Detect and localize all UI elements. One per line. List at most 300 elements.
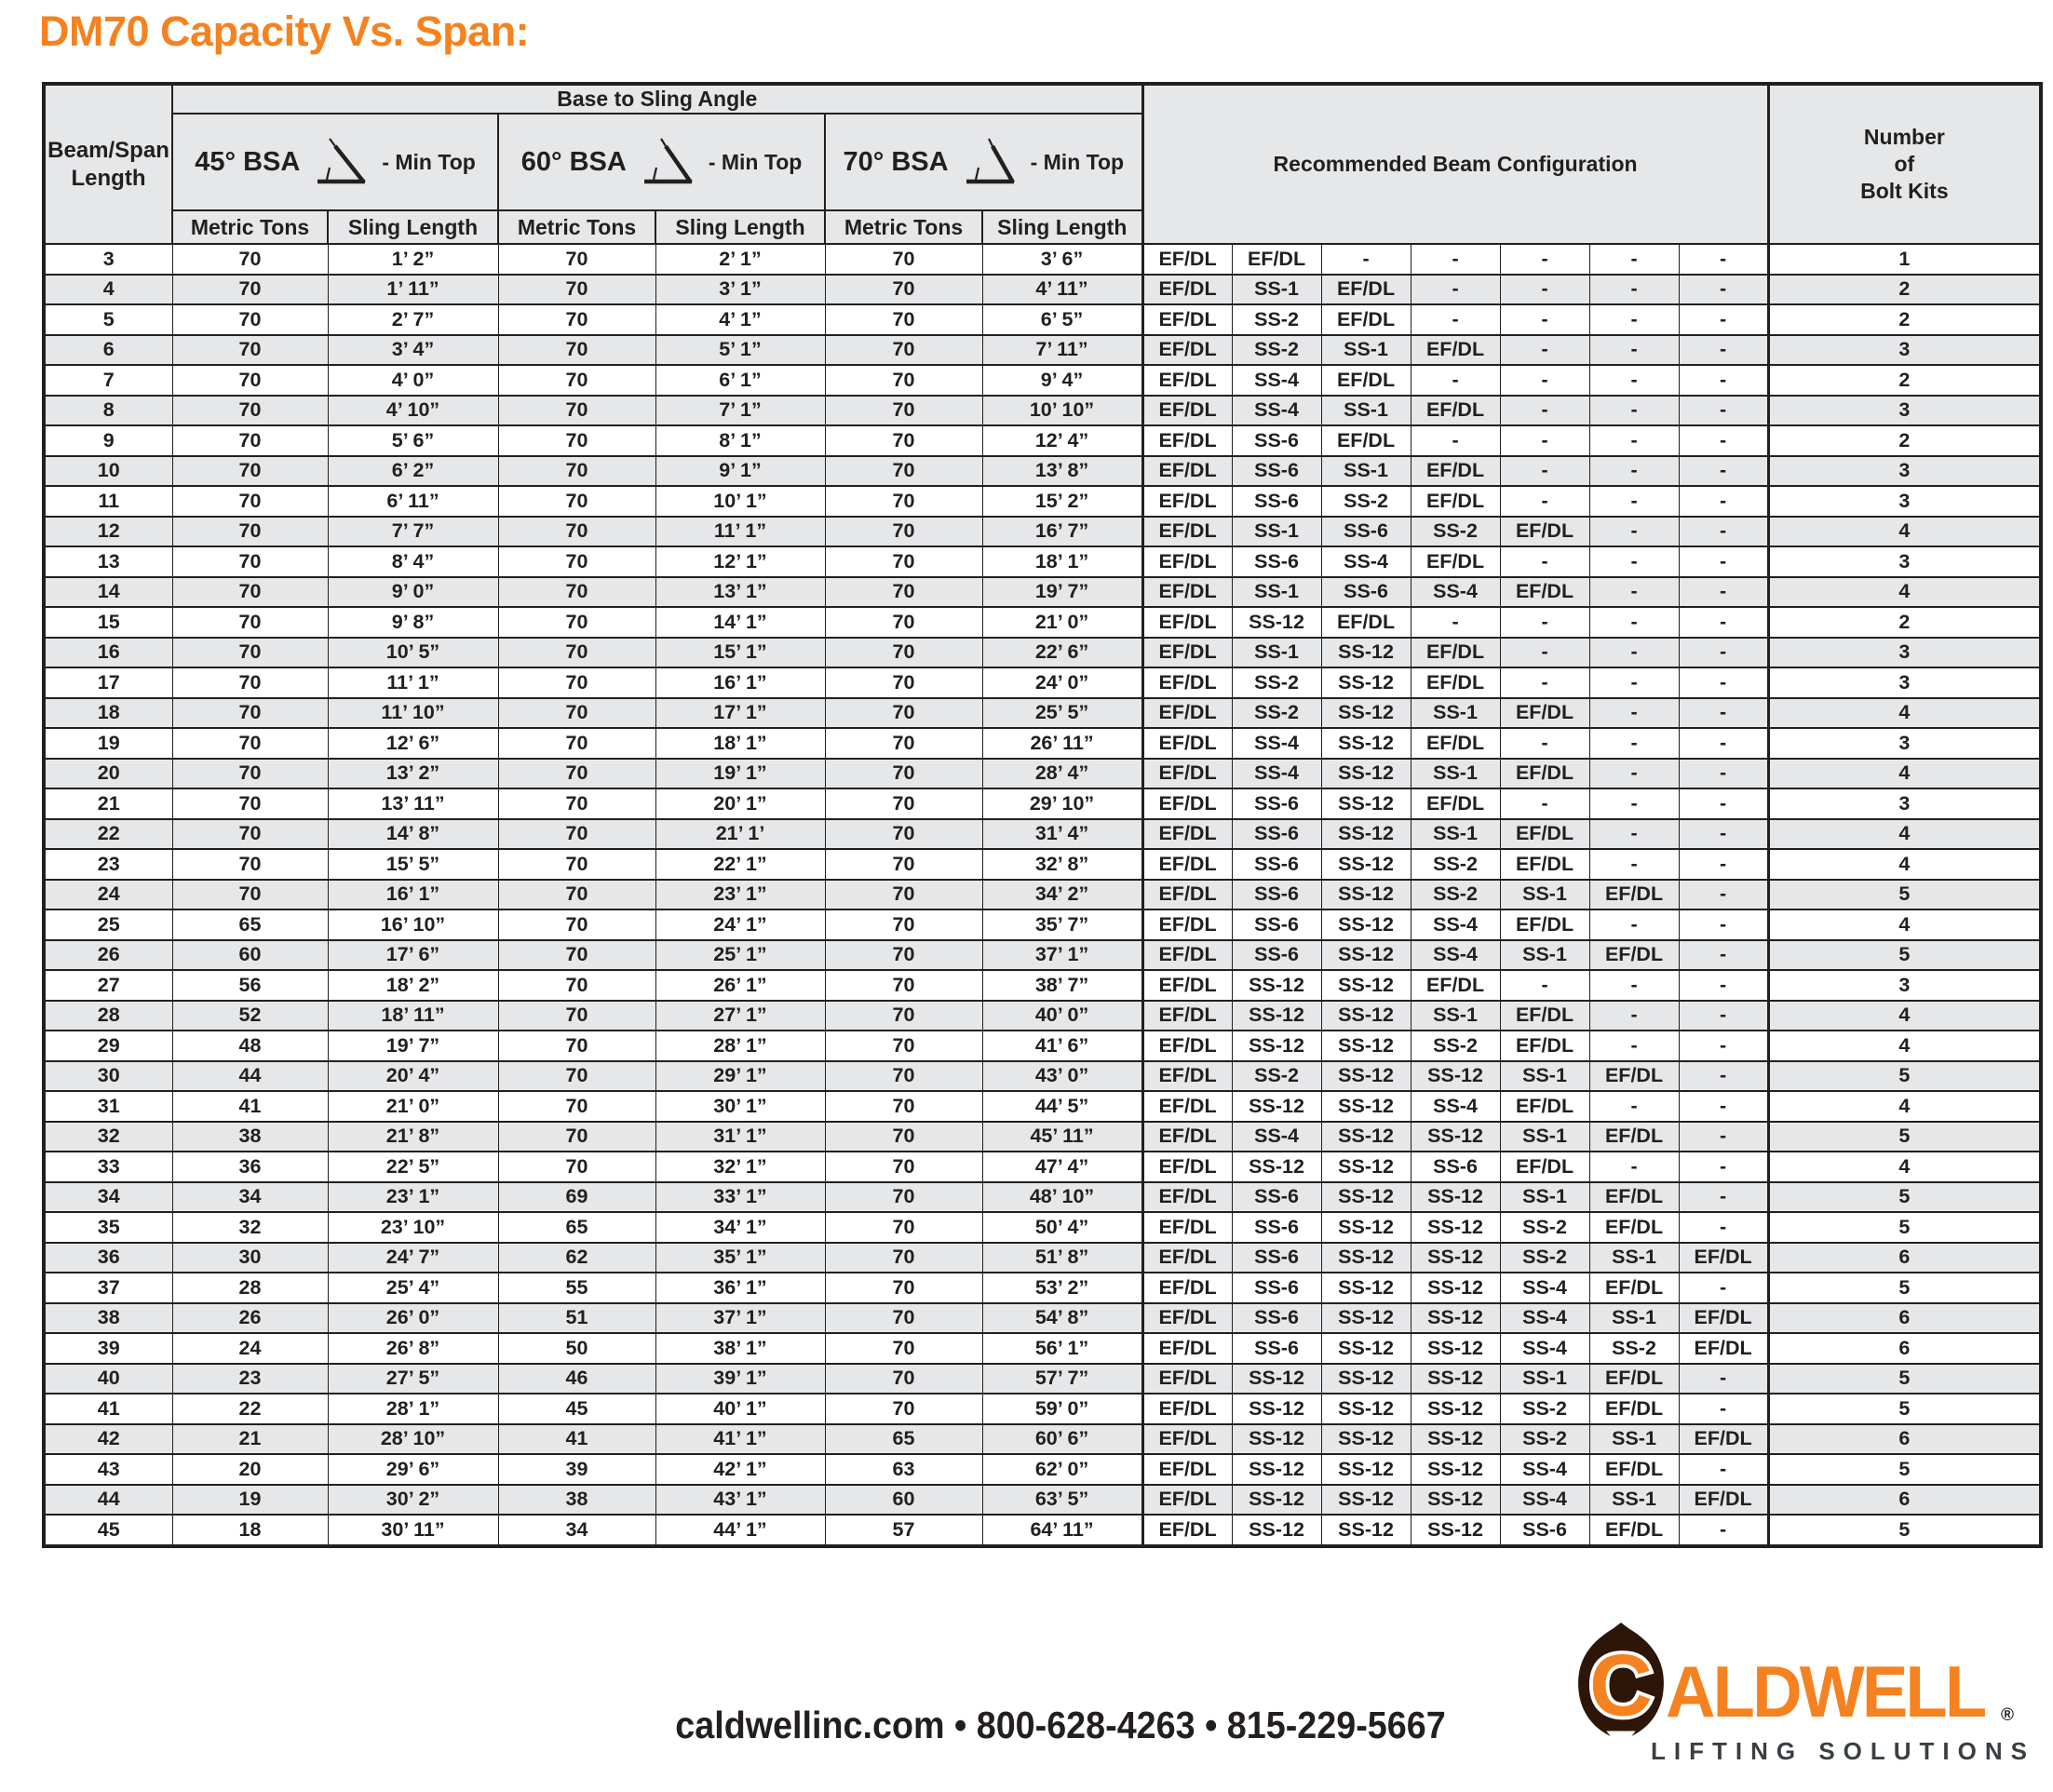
bolt-kits-cell: 2	[1768, 425, 2041, 456]
sling-length-70-cell: 44’ 5”	[982, 1091, 1142, 1122]
sling-length-60-cell: 2’ 1”	[655, 244, 825, 275]
beam-config-cell: -	[1589, 667, 1679, 698]
beam-span-length-cell: 32	[44, 1122, 172, 1152]
beam-config-cell: -	[1589, 1152, 1679, 1182]
beam-config-cell: SS-12	[1411, 1454, 1500, 1485]
metric-tons-45-cell: 19	[172, 1485, 328, 1516]
beam-config-cell: EF/DL	[1142, 1182, 1232, 1213]
table-row	[44, 1273, 2041, 1303]
header-group-45-bsa	[172, 114, 498, 210]
beam-config-cell: SS-12	[1321, 1001, 1411, 1031]
table-row	[44, 1485, 2041, 1516]
beam-span-length-cell: 13	[44, 546, 172, 577]
beam-config-cell: EF/DL	[1500, 1031, 1589, 1061]
beam-config-cell: SS-1	[1500, 880, 1589, 910]
beam-config-cell: SS-12	[1321, 819, 1411, 850]
beam-config-cell: -	[1589, 486, 1679, 517]
beam-config-cell: -	[1500, 425, 1589, 456]
beam-span-length-cell: 14	[44, 577, 172, 608]
sling-length-45-cell: 2’ 7”	[328, 304, 498, 335]
beam-config-cell: SS-1	[1500, 940, 1589, 971]
metric-tons-70-cell: 63	[825, 1454, 982, 1485]
bsa-45-suffix: - Min Top	[382, 149, 476, 174]
metric-tons-70-cell: 70	[825, 1273, 982, 1303]
beam-config-cell: -	[1589, 517, 1679, 547]
beam-config-cell: EF/DL	[1142, 1364, 1232, 1395]
sling-length-70-cell: 31’ 4”	[982, 819, 1142, 850]
beam-span-length-cell: 3	[44, 244, 172, 275]
bolt-kits-cell: 4	[1768, 759, 2041, 789]
beam-config-cell: EF/DL	[1142, 698, 1232, 729]
beam-config-cell: SS-6	[1232, 1243, 1321, 1273]
bsa-70-label: 70° BSA	[843, 146, 949, 177]
metric-tons-70-cell: 70	[825, 940, 982, 971]
sling-length-70-cell: 56’ 1”	[982, 1333, 1142, 1364]
beam-config-cell: EF/DL	[1142, 577, 1232, 608]
sling-length-60-cell: 30’ 1”	[655, 1091, 825, 1122]
beam-config-cell: -	[1679, 1364, 1768, 1395]
beam-config-cell: EF/DL	[1589, 1273, 1679, 1303]
beam-config-cell: -	[1589, 788, 1679, 819]
beam-config-cell: -	[1679, 456, 1768, 487]
beam-span-length-cell: 26	[44, 940, 172, 971]
metric-tons-60-cell: 70	[498, 728, 655, 759]
beam-config-cell: -	[1589, 970, 1679, 1001]
beam-config-cell: SS-12	[1321, 1152, 1411, 1182]
sling-length-60-cell: 10’ 1”	[655, 486, 825, 517]
beam-config-cell: SS-12	[1321, 940, 1411, 971]
beam-span-length-cell: 31	[44, 1091, 172, 1122]
beam-config-cell: -	[1500, 304, 1589, 335]
table-row	[44, 880, 2041, 910]
sling-length-45-cell: 19’ 7”	[328, 1031, 498, 1061]
metric-tons-70-cell: 70	[825, 880, 982, 910]
metric-tons-45-cell: 70	[172, 788, 328, 819]
beam-config-cell: EF/DL	[1500, 849, 1589, 880]
beam-config-cell: EF/DL	[1142, 425, 1232, 456]
beam-span-length-cell: 16	[44, 638, 172, 668]
page-title: DM70 Capacity Vs. Span:	[39, 7, 530, 55]
caldwell-logo-tagline: LIFTING SOLUTIONS	[1651, 1737, 2035, 1765]
metric-tons-45-cell: 44	[172, 1061, 328, 1092]
beam-config-cell: -	[1500, 244, 1589, 275]
beam-config-cell: SS-12	[1232, 1394, 1321, 1424]
beam-config-cell: SS-12	[1411, 1303, 1500, 1334]
beam-config-cell: -	[1679, 819, 1768, 850]
beam-config-cell: SS-1	[1589, 1303, 1679, 1334]
sling-length-70-cell: 41’ 6”	[982, 1031, 1142, 1061]
beam-config-cell: SS-6	[1411, 1152, 1500, 1182]
beam-config-cell: -	[1679, 244, 1768, 275]
beam-config-cell: EF/DL	[1142, 607, 1232, 638]
table-row	[44, 940, 2041, 971]
beam-config-cell: SS-12	[1232, 1091, 1321, 1122]
sling-length-45-cell: 11’ 1”	[328, 667, 498, 698]
sling-length-60-cell: 27’ 1”	[655, 1001, 825, 1031]
metric-tons-60-cell: 70	[498, 607, 655, 638]
sling-length-45-cell: 6’ 2”	[328, 456, 498, 487]
beam-config-cell: EF/DL	[1411, 667, 1500, 698]
bolt-kits-cell: 3	[1768, 546, 2041, 577]
sling-length-60-cell: 36’ 1”	[655, 1273, 825, 1303]
header-sling-length-70: Sling Length	[982, 210, 1142, 244]
metric-tons-45-cell: 70	[172, 607, 328, 638]
beam-config-cell: SS-2	[1411, 849, 1500, 880]
beam-config-cell: -	[1500, 335, 1589, 366]
sling-length-45-cell: 18’ 11”	[328, 1001, 498, 1031]
table-body	[44, 244, 2041, 1546]
beam-config-cell: SS-12	[1321, 1485, 1411, 1516]
metric-tons-70-cell: 70	[825, 1182, 982, 1213]
beam-config-cell: SS-12	[1232, 970, 1321, 1001]
beam-config-cell: -	[1679, 1182, 1768, 1213]
metric-tons-70-cell: 70	[825, 244, 982, 275]
sling-length-70-cell: 10’ 10”	[982, 396, 1142, 426]
table-row	[44, 1243, 2041, 1273]
metric-tons-60-cell: 70	[498, 396, 655, 426]
beam-config-cell: EF/DL	[1142, 1424, 1232, 1455]
beam-span-length-cell: 44	[44, 1485, 172, 1516]
table-row	[44, 970, 2041, 1001]
sling-length-60-cell: 31’ 1”	[655, 1122, 825, 1152]
header-group-70-bsa	[825, 114, 1142, 210]
metric-tons-70-cell: 70	[825, 819, 982, 850]
sling-length-45-cell: 11’ 10”	[328, 698, 498, 729]
sling-length-45-cell: 1’ 11”	[328, 275, 498, 305]
beam-config-cell: EF/DL	[1500, 698, 1589, 729]
sling-length-70-cell: 26’ 11”	[982, 728, 1142, 759]
beam-span-length-cell: 15	[44, 607, 172, 638]
beam-config-cell: SS-12	[1321, 1243, 1411, 1273]
beam-config-cell: SS-12	[1321, 638, 1411, 668]
beam-config-cell: SS-6	[1232, 1303, 1321, 1334]
beam-span-length-cell: 19	[44, 728, 172, 759]
sling-length-45-cell: 8’ 4”	[328, 546, 498, 577]
beam-config-cell: -	[1500, 456, 1589, 487]
sling-length-45-cell: 5’ 6”	[328, 425, 498, 456]
beam-config-cell: SS-1	[1232, 638, 1321, 668]
sling-length-70-cell: 24’ 0”	[982, 667, 1142, 698]
bsa-70-suffix: - Min Top	[1030, 149, 1125, 174]
bolt-kits-cell: 6	[1768, 1243, 2041, 1273]
bolt-kits-cell: 3	[1768, 638, 2041, 668]
beam-config-cell: SS-12	[1411, 1485, 1500, 1516]
metric-tons-45-cell: 18	[172, 1515, 328, 1546]
beam-span-length-cell: 35	[44, 1212, 172, 1243]
beam-config-cell: EF/DL	[1321, 365, 1411, 396]
beam-config-cell: EF/DL	[1679, 1333, 1768, 1364]
beam-config-cell: SS-12	[1411, 1061, 1500, 1092]
beam-span-length-cell: 28	[44, 1001, 172, 1031]
bolt-kits-cell: 5	[1768, 1182, 2041, 1213]
table-row	[44, 1061, 2041, 1092]
metric-tons-60-cell: 50	[498, 1333, 655, 1364]
beam-config-cell: EF/DL	[1500, 577, 1589, 608]
metric-tons-70-cell: 70	[825, 1001, 982, 1031]
beam-config-cell: EF/DL	[1142, 728, 1232, 759]
beam-config-cell: SS-12	[1232, 1424, 1321, 1455]
beam-config-cell: SS-6	[1232, 940, 1321, 971]
sling-length-45-cell: 29’ 6”	[328, 1454, 498, 1485]
metric-tons-70-cell: 70	[825, 607, 982, 638]
header-bolt-kits-line2: of	[1894, 152, 1915, 177]
beam-config-cell: SS-12	[1321, 909, 1411, 940]
beam-config-cell: -	[1500, 638, 1589, 668]
sling-length-45-cell: 26’ 0”	[328, 1303, 498, 1334]
header-number-of-bolt-kits	[1768, 84, 2041, 244]
beam-config-cell: -	[1679, 788, 1768, 819]
beam-config-cell: EF/DL	[1232, 244, 1321, 275]
metric-tons-70-cell: 70	[825, 667, 982, 698]
sling-length-45-cell: 22’ 5”	[328, 1152, 498, 1182]
beam-config-cell: EF/DL	[1142, 486, 1232, 517]
metric-tons-45-cell: 70	[172, 486, 328, 517]
beam-config-cell: SS-4	[1321, 546, 1411, 577]
beam-config-cell: -	[1679, 1515, 1768, 1546]
bolt-kits-cell: 5	[1768, 940, 2041, 971]
beam-span-length-cell: 38	[44, 1303, 172, 1334]
beam-config-cell: -	[1679, 517, 1768, 547]
beam-config-cell: SS-6	[1232, 909, 1321, 940]
beam-config-cell: -	[1589, 546, 1679, 577]
beam-config-cell: EF/DL	[1589, 1364, 1679, 1395]
metric-tons-70-cell: 70	[825, 759, 982, 789]
table-row	[44, 1182, 2041, 1213]
caldwell-logo-c: C	[1588, 1636, 1653, 1734]
sling-length-45-cell: 25’ 4”	[328, 1273, 498, 1303]
metric-tons-70-cell: 70	[825, 638, 982, 668]
beam-config-cell: SS-12	[1232, 1031, 1321, 1061]
beam-span-length-cell: 40	[44, 1364, 172, 1395]
sling-length-60-cell: 38’ 1”	[655, 1333, 825, 1364]
bolt-kits-cell: 5	[1768, 1454, 2041, 1485]
table-row	[44, 1152, 2041, 1182]
beam-config-cell: -	[1589, 244, 1679, 275]
metric-tons-70-cell: 70	[825, 517, 982, 547]
metric-tons-45-cell: 28	[172, 1273, 328, 1303]
sling-length-45-cell: 16’ 10”	[328, 909, 498, 940]
beam-span-length-cell: 21	[44, 788, 172, 819]
sling-length-60-cell: 19’ 1”	[655, 759, 825, 789]
metric-tons-60-cell: 69	[498, 1182, 655, 1213]
beam-config-cell: EF/DL	[1142, 849, 1232, 880]
metric-tons-70-cell: 70	[825, 1122, 982, 1152]
beam-config-cell: SS-12	[1232, 1485, 1321, 1516]
table-row	[44, 304, 2041, 335]
metric-tons-60-cell: 70	[498, 880, 655, 910]
beam-config-cell: SS-12	[1321, 788, 1411, 819]
metric-tons-70-cell: 70	[825, 425, 982, 456]
metric-tons-60-cell: 70	[498, 667, 655, 698]
beam-config-cell: EF/DL	[1142, 1122, 1232, 1152]
beam-config-cell: SS-12	[1232, 1454, 1321, 1485]
beam-span-length-cell: 11	[44, 486, 172, 517]
table-row	[44, 1424, 2041, 1455]
metric-tons-70-cell: 70	[825, 275, 982, 305]
beam-config-cell: SS-1	[1589, 1424, 1679, 1455]
beam-config-cell: EF/DL	[1679, 1303, 1768, 1334]
beam-config-cell: EF/DL	[1679, 1424, 1768, 1455]
beam-config-cell: SS-12	[1321, 1454, 1411, 1485]
metric-tons-45-cell: 70	[172, 244, 328, 275]
beam-config-cell: EF/DL	[1142, 1212, 1232, 1243]
beam-config-cell: -	[1500, 667, 1589, 698]
beam-config-cell: EF/DL	[1142, 970, 1232, 1001]
beam-config-cell: SS-6	[1232, 456, 1321, 487]
bolt-kits-cell: 6	[1768, 1485, 2041, 1516]
beam-span-length-cell: 6	[44, 335, 172, 366]
sling-length-60-cell: 20’ 1”	[655, 788, 825, 819]
sling-length-45-cell: 26’ 8”	[328, 1333, 498, 1364]
table-row	[44, 819, 2041, 850]
beam-config-cell: EF/DL	[1142, 1061, 1232, 1092]
beam-config-cell: -	[1679, 970, 1768, 1001]
beam-config-cell: SS-12	[1232, 607, 1321, 638]
beam-config-cell: SS-12	[1232, 1364, 1321, 1395]
bsa-angle-icon	[962, 138, 1018, 186]
metric-tons-45-cell: 56	[172, 970, 328, 1001]
beam-config-cell: -	[1679, 396, 1768, 426]
beam-config-cell: -	[1589, 819, 1679, 850]
metric-tons-45-cell: 70	[172, 880, 328, 910]
table-row	[44, 759, 2041, 789]
beam-config-cell: EF/DL	[1142, 1243, 1232, 1273]
beam-config-cell: SS-12	[1321, 1061, 1411, 1092]
beam-config-cell: SS-1	[1321, 456, 1411, 487]
sling-length-60-cell: 15’ 1”	[655, 638, 825, 668]
sling-length-45-cell: 30’ 2”	[328, 1485, 498, 1516]
sling-length-70-cell: 15’ 2”	[982, 486, 1142, 517]
beam-config-cell: -	[1411, 275, 1500, 305]
beam-span-length-cell: 24	[44, 880, 172, 910]
beam-config-cell: SS-2	[1411, 1031, 1500, 1061]
metric-tons-45-cell: 26	[172, 1303, 328, 1334]
sling-length-70-cell: 47’ 4”	[982, 1152, 1142, 1182]
metric-tons-60-cell: 62	[498, 1243, 655, 1273]
beam-config-cell: EF/DL	[1321, 304, 1411, 335]
beam-config-cell: SS-12	[1321, 1515, 1411, 1546]
metric-tons-60-cell: 70	[498, 788, 655, 819]
beam-config-cell: EF/DL	[1411, 396, 1500, 426]
bolt-kits-cell: 2	[1768, 607, 2041, 638]
metric-tons-45-cell: 21	[172, 1424, 328, 1455]
beam-config-cell: SS-12	[1411, 1364, 1500, 1395]
metric-tons-60-cell: 39	[498, 1454, 655, 1485]
beam-config-cell: SS-12	[1321, 1182, 1411, 1213]
metric-tons-60-cell: 70	[498, 970, 655, 1001]
beam-config-cell: SS-12	[1321, 880, 1411, 910]
metric-tons-45-cell: 70	[172, 667, 328, 698]
table-row	[44, 486, 2041, 517]
sling-length-45-cell: 21’ 0”	[328, 1091, 498, 1122]
sling-length-60-cell: 3’ 1”	[655, 275, 825, 305]
beam-config-cell: -	[1411, 607, 1500, 638]
beam-config-cell: SS-1	[1589, 1485, 1679, 1516]
sling-length-45-cell: 14’ 8”	[328, 819, 498, 850]
table-row	[44, 728, 2041, 759]
beam-config-cell: EF/DL	[1142, 1001, 1232, 1031]
bolt-kits-cell: 6	[1768, 1333, 2041, 1364]
sling-length-70-cell: 64’ 11”	[982, 1515, 1142, 1546]
bolt-kits-cell: 4	[1768, 1031, 2041, 1061]
beam-config-cell: SS-6	[1232, 788, 1321, 819]
metric-tons-60-cell: 70	[498, 365, 655, 396]
sling-length-45-cell: 30’ 11”	[328, 1515, 498, 1546]
beam-config-cell: EF/DL	[1321, 425, 1411, 456]
metric-tons-70-cell: 70	[825, 1364, 982, 1395]
beam-config-cell: EF/DL	[1142, 1031, 1232, 1061]
metric-tons-70-cell: 57	[825, 1515, 982, 1546]
table-row	[44, 517, 2041, 547]
header-beam-span-line1: Beam/Span	[47, 137, 169, 163]
beam-config-cell: EF/DL	[1411, 335, 1500, 366]
table-row	[44, 788, 2041, 819]
metric-tons-70-cell: 70	[825, 698, 982, 729]
metric-tons-45-cell: 32	[172, 1212, 328, 1243]
sling-length-60-cell: 21’ 1’	[655, 819, 825, 850]
beam-config-cell: SS-12	[1411, 1122, 1500, 1152]
bolt-kits-cell: 5	[1768, 1122, 2041, 1152]
bolt-kits-cell: 2	[1768, 275, 2041, 305]
beam-config-cell: SS-12	[1321, 1303, 1411, 1334]
sling-length-45-cell: 28’ 10”	[328, 1424, 498, 1455]
beam-config-cell: SS-1	[1500, 1122, 1589, 1152]
metric-tons-60-cell: 70	[498, 425, 655, 456]
beam-config-cell: SS-12	[1411, 1243, 1500, 1273]
metric-tons-45-cell: 41	[172, 1091, 328, 1122]
beam-config-cell: EF/DL	[1142, 275, 1232, 305]
sling-length-45-cell: 3’ 4”	[328, 335, 498, 366]
sling-length-60-cell: 26’ 1”	[655, 970, 825, 1001]
beam-config-cell: SS-6	[1321, 517, 1411, 547]
metric-tons-70-cell: 70	[825, 1243, 982, 1273]
beam-config-cell: SS-4	[1500, 1333, 1589, 1364]
beam-config-cell: EF/DL	[1500, 1152, 1589, 1182]
sling-length-70-cell: 4’ 11”	[982, 275, 1142, 305]
metric-tons-45-cell: 70	[172, 819, 328, 850]
beam-config-cell: -	[1679, 1001, 1768, 1031]
sling-length-60-cell: 32’ 1”	[655, 1152, 825, 1182]
beam-span-length-cell: 8	[44, 396, 172, 426]
beam-config-cell: EF/DL	[1142, 1273, 1232, 1303]
table-row	[44, 546, 2041, 577]
beam-config-cell: -	[1679, 335, 1768, 366]
beam-config-cell: EF/DL	[1142, 1485, 1232, 1516]
beam-config-cell: SS-12	[1321, 970, 1411, 1001]
metric-tons-45-cell: 38	[172, 1122, 328, 1152]
beam-config-cell: SS-6	[1232, 1212, 1321, 1243]
sling-length-45-cell: 6’ 11”	[328, 486, 498, 517]
sling-length-45-cell: 15’ 5”	[328, 849, 498, 880]
beam-config-cell: SS-2	[1500, 1212, 1589, 1243]
sling-length-60-cell: 4’ 1”	[655, 304, 825, 335]
metric-tons-70-cell: 70	[825, 1303, 982, 1334]
metric-tons-45-cell: 70	[172, 275, 328, 305]
beam-config-cell: -	[1589, 456, 1679, 487]
header-bolt-kits-line3: Bolt Kits	[1860, 178, 1949, 203]
table-row	[44, 1001, 2041, 1031]
sling-length-60-cell: 6’ 1”	[655, 365, 825, 396]
sling-length-70-cell: 19’ 7”	[982, 577, 1142, 608]
beam-config-cell: EF/DL	[1589, 880, 1679, 910]
caldwell-logo-wordmark: ALDWELL	[1665, 1651, 1984, 1732]
beam-config-cell: SS-2	[1232, 335, 1321, 366]
beam-config-cell: EF/DL	[1142, 396, 1232, 426]
metric-tons-70-cell: 70	[825, 728, 982, 759]
beam-config-cell: -	[1589, 335, 1679, 366]
beam-config-cell: EF/DL	[1500, 759, 1589, 789]
metric-tons-60-cell: 70	[498, 546, 655, 577]
